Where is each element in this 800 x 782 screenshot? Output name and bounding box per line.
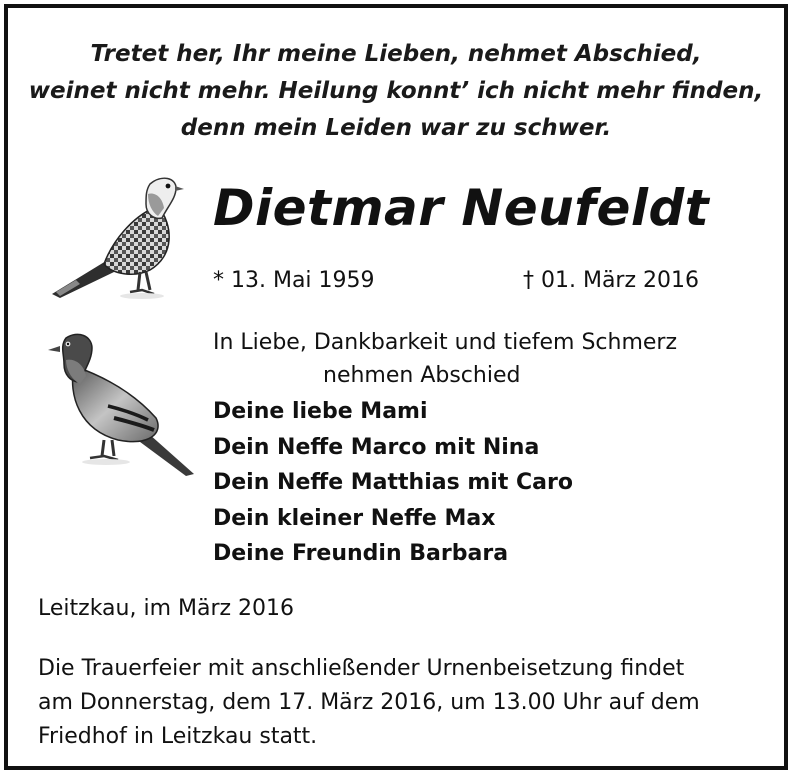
obituary-frame [4, 4, 788, 770]
poem-line: denn mein Leiden war zu schwer. [180, 115, 612, 141]
deceased-name: Dietmar Neufeldt [213, 179, 710, 237]
mourner: Dein Neffe Marco mit Nina [213, 434, 540, 460]
ceremony-line: am Donnerstag, dem 17. März 2016, um 13.00 Uhr auf dem [38, 690, 700, 715]
poem-line: weinet nicht mehr. Heilung konnt’ ich nicht mehr finden, [28, 78, 764, 104]
place-date: Leitzkau, im März 2016 [38, 596, 295, 621]
mourner: Deine Freundin Barbara [213, 541, 509, 566]
pigeon-icon [44, 326, 200, 482]
mourner: Dein kleiner Neffe Max [213, 505, 496, 531]
ceremony-line: Friedhof in Leitzkau statt. [38, 724, 318, 749]
poem-line: Tretet her, Ihr meine Lieben, nehmet Abschied, [90, 41, 702, 67]
farewell-intro-continued: nehmen Abschied [323, 363, 521, 388]
birth-date: * 13. Mai 1959 [213, 268, 375, 293]
mourners-list [213, 394, 573, 572]
pigeon-icon [46, 166, 186, 304]
ceremony-details [38, 652, 700, 754]
poem [8, 36, 784, 147]
mourner: Dein Neffe Matthias mit Caro [213, 470, 573, 495]
farewell-intro: In Liebe, Dankbarkeit und tiefem Schmerz [213, 330, 678, 355]
ceremony-line: Die Trauerfeier mit anschließender Urnenbeisetzung findet [38, 656, 685, 681]
death-date: † 01. März 2016 [523, 268, 700, 293]
mourner: Deine liebe Mami [213, 399, 428, 424]
